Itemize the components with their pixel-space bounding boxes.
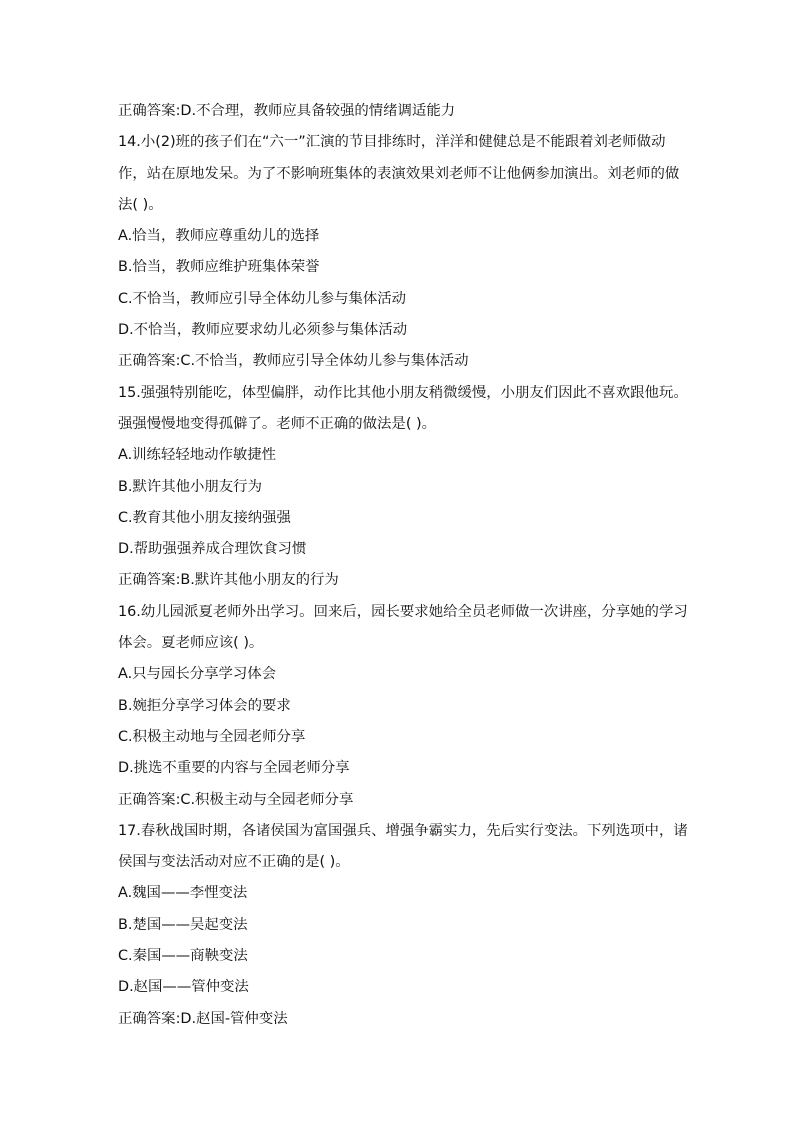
option-a: A.魏国——李悝变法 (118, 885, 248, 902)
option-a: A.只与园长分享学习体会 (118, 666, 277, 683)
answer-line: 正确答案:D.不合理，教师应具备较强的情绪调适能力 (118, 103, 456, 119)
question-14 (118, 127, 688, 377)
option-b: B.默许其他小朋友行为 (118, 478, 262, 495)
option-d: D.帮助强强养成合理饮食习惯 (118, 541, 307, 558)
option-c: C.不恰当，教师应引导全体幼儿参与集体活动 (118, 290, 407, 307)
question-text: 法( )。 (118, 196, 163, 213)
answer-line: 正确答案:C.不恰当，教师应引导全体幼儿参与集体活动 (118, 353, 469, 370)
option-a: A.恰当，教师应尊重幼儿的选择 (118, 228, 320, 245)
question-text: 强强慢慢地变得孤僻了。老师不正确的做法是( )。 (118, 415, 437, 432)
question-text: 体会。夏老师应该( )。 (118, 635, 264, 652)
question-16 (118, 597, 688, 816)
question-15 (118, 378, 688, 597)
option-b: B.婉拒分享学习体会的要求 (118, 697, 291, 714)
option-d: D.赵国——管仲变法 (118, 979, 249, 996)
option-a: A.训练轻轻地动作敏捷性 (118, 447, 277, 464)
option-c: C.秦国——商鞅变法 (118, 948, 248, 965)
answer-line: 正确答案:D.赵国-管仲变法 (118, 1010, 288, 1027)
option-d: D.不恰当，教师应要求幼儿必须参与集体活动 (118, 322, 408, 339)
option-d: D.挑选不重要的内容与全园老师分享 (118, 760, 350, 777)
question-text: 14.小(2)班的孩子们在“六一”汇演的节目排练时，洋洋和健健总是不能跟着刘老师做动 (118, 134, 666, 151)
question-text: 15.强强特别能吃，体型偏胖，动作比其他小朋友稍微缓慢，小朋友们因此不喜欢跟他玩。 (118, 384, 688, 401)
answer-line: 正确答案:B.默许其他小朋友的行为 (118, 572, 339, 589)
question-text: 17.春秋战国时期，各诸侯国为富国强兵、增强争霸实力，先后实行变法。下列选项中，诸 (118, 822, 688, 839)
option-b: B.楚国——吴起变法 (118, 916, 248, 933)
question-17 (118, 816, 688, 1035)
document-page (118, 96, 688, 1035)
answer-line: 正确答案:C.积极主动与全园老师分享 (118, 791, 354, 808)
option-b: B.恰当，教师应维护班集体荣誉 (118, 259, 320, 276)
option-c: C.教育其他小朋友接纳强强 (118, 509, 291, 526)
question-text: 侯国与变法活动对应不正确的是( )。 (118, 854, 350, 871)
option-c: C.积极主动地与全园老师分享 (118, 728, 306, 745)
question-text: 16.幼儿园派夏老师外出学习。回来后，园长要求她给全员老师做一次讲座，分享她的学习 (118, 603, 688, 620)
question-text: 作，站在原地发呆。为了不影响班集体的表演效果刘老师不让他俩参加演出。刘老师的做 (118, 165, 680, 182)
